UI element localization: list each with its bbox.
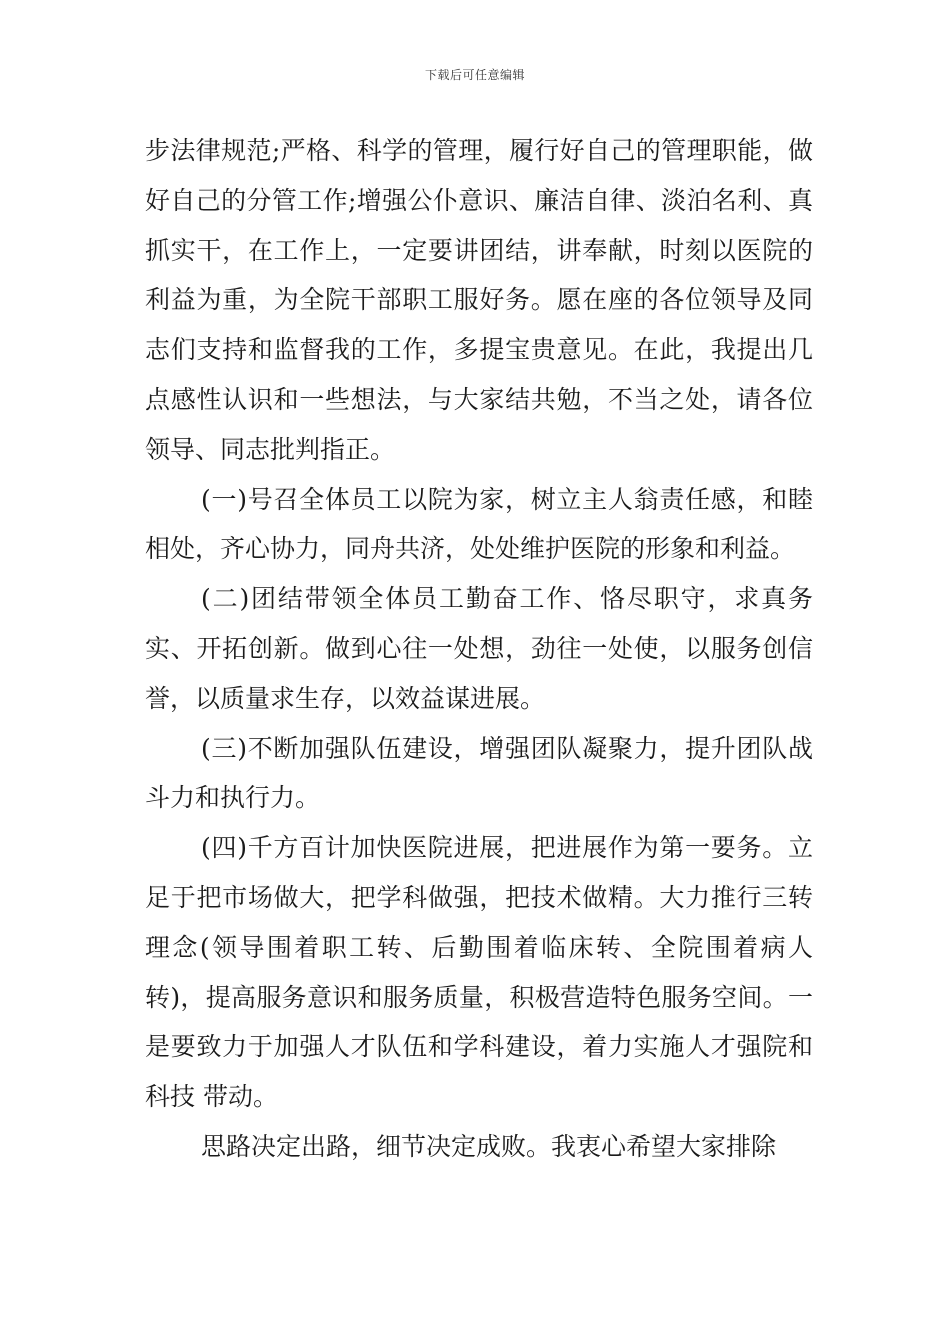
paragraph-point-4: (四)千方百计加快医院进展，把进展作为第一要务。立足于把市场做大，把学科做强，把技术做精。大力推行三转理念(领导围着职工转、后勤围着临床转、全院围着病人转)，提高服务意识和服务质量，积极营造特色服务空间。一是要致力于加强人才队伍和学科建设，着力实施人才强院和科技 带动。 [145,833,813,1112]
paragraph-continuation: 步法律规范;严格、科学的管理，履行好自己的管理职能，做好自己的分管工作;增强公仆意识、廉洁自律、淡泊名利、真抓实干，在工作上，一定要讲团结，讲奉献，时刻以医院的利益为重，为全院干部职工服好务。愿在座的各位领导及同志们支持和监督我的工作，多提宝贵意见。在此，我提出几点感性认识和一些想法，与大家结共勉，不当之处，请各位领导、同志批判指正。 [145,136,813,464]
document-body [145,126,813,1172]
paragraph-point-2: (二)团结带领全体员工勤奋工作、恪尽职守，求真务实、开拓创新。做到心往一处想，劲往一处使，以服务创信誉，以质量求生存，以效益谋进展。 [145,584,813,713]
page-header: 下载后可任意编辑 [424,68,525,82]
paragraph-closing: 思路决定出路，细节决定成败。我衷心希望大家排除 [201,1131,777,1161]
paragraph-point-3: (三)不断加强队伍建设，增强团队凝聚力，提升团队战斗力和执行力。 [145,733,813,813]
paragraph-point-1: (一)号召全体员工以院为家，树立主人翁责任感，和睦相处，齐心协力，同舟共济，处处维护医院的形象和利益。 [145,484,813,564]
